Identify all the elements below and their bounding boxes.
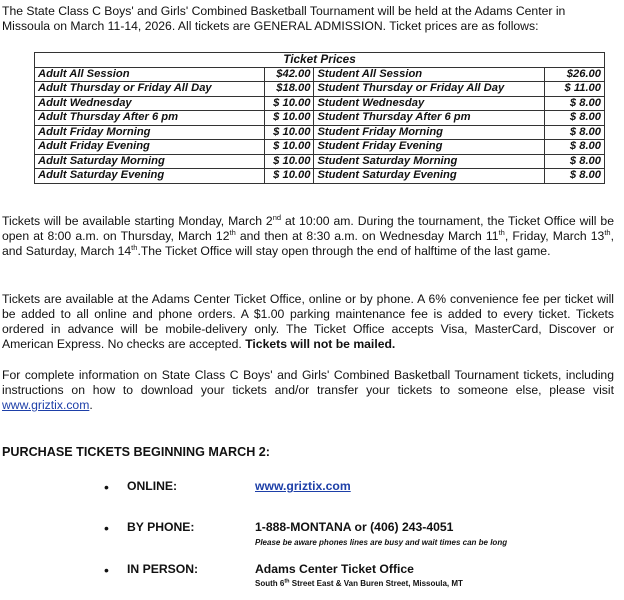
table-row xyxy=(35,140,605,155)
adult-ticket-label: Adult Friday Morning xyxy=(35,125,265,140)
adult-ticket-label: Adult Friday Evening xyxy=(35,140,265,155)
address-part-1: South 6 xyxy=(255,579,285,588)
student-ticket-price: $26.00 xyxy=(545,67,605,82)
ticket-office-name: Adams Center Ticket Office xyxy=(255,562,414,576)
para3-end: . xyxy=(89,398,93,412)
para1-text-2: at 10:00 am. During the tournament, the Ticket Office will be open at 8:00 a.m. on Thursday, March 12 xyxy=(2,214,614,243)
table-row xyxy=(35,111,605,126)
para1-sup-1: nd xyxy=(272,212,282,222)
adult-ticket-price: $ 10.00 xyxy=(264,169,314,184)
phone-label: BY PHONE: xyxy=(127,520,195,534)
adult-ticket-label: Adult Saturday Morning xyxy=(35,154,265,169)
phone-number: 1-888-MONTANA or (406) 243-4051 xyxy=(255,520,454,534)
student-ticket-price: $ 11.00 xyxy=(545,82,605,97)
adult-ticket-label: Adult Wednesday xyxy=(35,96,265,111)
table-row xyxy=(35,154,605,169)
adult-ticket-price: $ 10.00 xyxy=(264,140,314,155)
para1-text-1: Tickets will be available starting Monday, March 2 xyxy=(2,214,273,228)
para1-sup-3: th xyxy=(498,227,505,237)
griztix-link[interactable]: www.griztix.com xyxy=(2,398,90,412)
para1-text-5: , and Saturday, March 14 xyxy=(2,229,614,258)
table-caption-row xyxy=(35,53,605,68)
more-info-paragraph xyxy=(2,368,614,413)
student-ticket-price: $ 8.00 xyxy=(545,140,605,155)
table-row xyxy=(35,67,605,82)
online-label: ONLINE: xyxy=(127,479,178,493)
adult-ticket-label: Adult Thursday or Friday All Day xyxy=(35,82,265,97)
phone-note: Please be aware phones lines are busy and wait times can be long xyxy=(255,538,508,547)
adult-ticket-price: $42.00 xyxy=(264,67,314,82)
adult-ticket-price: $ 10.00 xyxy=(264,125,314,140)
para1-sup-2: th xyxy=(229,227,236,237)
ticket-office-hours-paragraph xyxy=(2,214,614,259)
bullet-online: • xyxy=(104,479,109,495)
adult-ticket-price: $ 10.00 xyxy=(264,96,314,111)
table-row xyxy=(35,169,605,184)
bullet-in-person: • xyxy=(104,562,109,578)
adult-ticket-label: Adult All Session xyxy=(35,67,265,82)
table-row xyxy=(35,82,605,97)
intro-paragraph: The State Class C Boys' and Girls' Combined Basketball Tournament will be held at the Adams Center in Missoula on March 11-14, 2026. All tickets are GENERAL ADMISSION. Ticket prices are as follows: xyxy=(2,4,566,33)
adult-ticket-price: $18.00 xyxy=(264,82,314,97)
address-part-2: Street East & Van Buren Street, Missoula, MT xyxy=(289,579,463,588)
adult-ticket-label: Adult Thursday After 6 pm xyxy=(35,111,265,126)
para1-text-6: .The Ticket Office will stay open through the end of halftime of the last game. xyxy=(137,244,551,258)
price-table-body xyxy=(35,53,605,184)
para1-text-3: and then at 8:30 a.m. on Wednesday March 11 xyxy=(235,229,499,243)
student-ticket-label: Student Thursday After 6 pm xyxy=(314,111,545,126)
student-ticket-label: Student Saturday Morning xyxy=(314,154,545,169)
student-ticket-price: $ 8.00 xyxy=(545,169,605,184)
student-ticket-label: Student Wednesday xyxy=(314,96,545,111)
para3-text: For complete information on State Class C Boys' and Girls' Combined Basketball Tournament tickets, including instructions on how to download your tickets and/or transfer your tickets to someone else, please visit xyxy=(2,368,614,397)
student-ticket-price: $ 8.00 xyxy=(545,154,605,169)
table-row xyxy=(35,125,605,140)
ticket-purchase-paragraph xyxy=(2,292,614,352)
address-sup: th xyxy=(284,578,290,585)
student-ticket-label: Student Thursday or Friday All Day xyxy=(314,82,545,97)
online-link[interactable]: www.griztix.com xyxy=(255,479,351,493)
student-ticket-price: $ 8.00 xyxy=(545,111,605,126)
adult-ticket-label: Adult Saturday Evening xyxy=(35,169,265,184)
para1-text-4: , Friday, March 13 xyxy=(504,229,605,243)
adult-ticket-price: $ 10.00 xyxy=(264,111,314,126)
student-ticket-label: Student Friday Morning xyxy=(314,125,545,140)
student-ticket-label: Student All Session xyxy=(314,67,545,82)
para1-sup-4: th xyxy=(604,227,611,237)
student-ticket-label: Student Friday Evening xyxy=(314,140,545,155)
ticket-price-table xyxy=(34,52,605,184)
student-ticket-label: Student Saturday Evening xyxy=(314,169,545,184)
ticket-office-address xyxy=(255,579,463,588)
not-mailed-notice: Tickets will not be mailed. xyxy=(245,337,396,351)
in-person-label: IN PERSON: xyxy=(127,562,199,576)
bullet-phone: • xyxy=(104,520,109,536)
student-ticket-price: $ 8.00 xyxy=(545,96,605,111)
adult-ticket-price: $ 10.00 xyxy=(264,154,314,169)
para1-sup-5: th xyxy=(131,242,138,252)
table-row xyxy=(35,96,605,111)
para2-text: Tickets are available at the Adams Center Ticket Office, online or by phone. A 6% convenience fee per ticket will be added to all online and phone orders. A $1.00 parking maintenance fee is added to every ticket. Tickets ordered in advance will be mobile-delivery only. The Ticket Office accepts Visa, MasterCard, Discover or American Express. No checks are accepted. xyxy=(2,292,614,351)
table-caption: Ticket Prices xyxy=(35,53,605,68)
purchase-heading: PURCHASE TICKETS BEGINNING MARCH 2: xyxy=(2,445,270,459)
student-ticket-price: $ 8.00 xyxy=(545,125,605,140)
